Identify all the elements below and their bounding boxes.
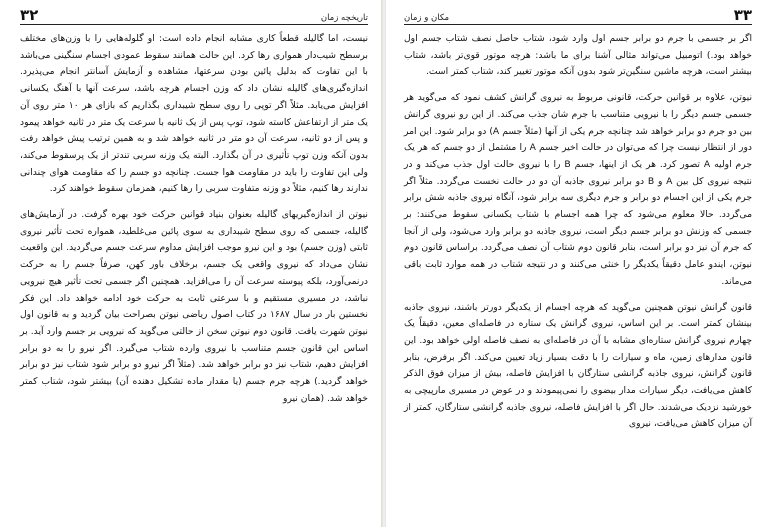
right-page-header [404,6,752,25]
left-paragraph-2: نیوتن از اندازه‌گیریهای گالیله بعنوان بنیاد قوانین حرکت خود بهره گرفت. در آزمایش‌های گالیله، جسمی که روی سطح شیبداری به سوی پائین می‌غلطید، همواره تحت تأثیر نیروی ثابتی (وزن جسم) بود و این نیرو موجب افزایش مداوم سرعت جسم می‌گردید. این واقعیت نشان می‌داد که نیروی واقعی یک جسم، برخلاف باور کهن، صرفاً جسم را به حرکت درنمی‌آورد، بلکه پیوسته سرعت آن را می‌افزاید. همچنین اگر جسمی تحت تأثیر هیچ نیرویی نباشد، در مسیری مستقیم و با سرعتی ثابت به حرکت خود ادامه خواهد داد. این فکر نخستین بار در سال ۱۶۸۷ در کتاب اصول ریاضی نیوتن بصراحت بیان گردید و به قانون اول نیوتن شهرت یافت. قانون دوم نیوتن سخن از حالتی می‌گوید که نیرویی بر جسم وارد آید. بر اساس این قانون جسم متناسب با نیروی وارده شتاب می‌گیرد. اگر نیرو را به دو برابر افزایش دهیم، شتاب نیز دو برابر خواهد شد. (مثلاً اگر نیرو دو برابر شود شتاب نیز دو برابر خواهد گردید.) هرچه جرم جسم (یا مقدار ماده تشکیل دهنده آن) بیشتر شود، شتاب کمتر خواهد شد. (همان نیرو [20,209,368,404]
right-page-number: ۳۳ [733,6,752,24]
right-paragraph-1: اگر بر جسمی با جرم دو برابر جسم اول وارد شود، شتاب حاصل نصف شتاب جسم اول خواهد بود.) اتومبیل می‌تواند مثالی آشنا برای ما باشد: هرچه موتور قوی‌تر باشد، شتاب بیشتر است، هرچه ماشین سنگین‌تر شود بدون آنکه موتور تغییر کند، شتاب کمتر است. [404,33,752,78]
left-page-body [20,31,368,407]
left-page-header [20,6,368,25]
right-paragraph-2: نیوتن، علاوه بر قوانین حرکت، قانونی مربوط به نیروی گرانش کشف نمود که می‌گوید هر جسمی جسم دیگر را با نیرویی متناسب با جرم شان جذب می‌کند. از این رو نیروی گرانش بین دو جرم دو برابر خواهد شد چنانچه جرم یکی از آنها (مثلاً جسم A) دو برابر شود. این امر دور از انتظار نیست چرا که می‌توان در حالت اخیر جسم A را مشتمل از دو جسم که هر یک جرم اولیه A تصور کرد. هر یک از اینها، جسم B را با نیروی حالت اول جذب می‌کند و در نتیجه نیروی کل بین A و B دو برابر نیروی جاذبه آن دو در حالت نخست می‌گردد. مثلاً اگر جرم یکی از این اجسام دو برابر و جرم دیگری سه برابر شود، آنگاه نیروی جاذبه شش برابر می‌گردد. حالا معلوم می‌شود که چرا همه اجسام با شتاب یکسانی سقوط می‌کنند: بر جسمی که وزنش دو برابر جسم دیگر است، نیروی جاذبه دو برابر وارد می‌شود، ولی از آنجا که جرم آن نیز دو برابر است، بنابر قانون دوم شتاب آن نصف می‌گردد. براساس قانون دوم نیوتن، ایندو عامل دقیقاً یکدیگر را خنثی می‌کنند و در نتیجه شتاب در همه موارد ثابت باقی می‌ماند. [404,92,752,287]
right-page-body [404,31,752,433]
right-running-head: مکان و زمان [404,13,450,23]
left-paragraph-1: نیست، اما گالیله قطعاً کاری مشابه انجام داده است: او گلوله‌هایی را با وزن‌های مختلف برسطح شیب‌دار همواری رها کرد. این حالت همانند سقوط عمودی اجسام سنگینی می‌باشد با این تفاوت که بدلیل پائین بودن سرعتها، مشاهده و آزمایش آسانتر انجام می‌پذیرد. اندازه‌گیری‌های گالیله نشان داد که وزن اجسام هرچه باشد، سرعت آنها با آهنگ یکسانی افزایش می‌یابد. مثلاً اگر توپی را روی سطح شیبداری بگذاریم که بازای هر ۱۰ متر روی آن یک متر از ارتفاعش کاسته شود، توپ پس از یک ثانیه با سرعت یک متر در ثانیه خواهد پیمود و پس از دو ثانیه، سرعت آن دو متر در ثانیه خواهد شد و به همین ترتیب پیش خواهد رفت بدون آنکه وزن توپ تأثیری در آن بگذارد. البته یک وزنه سربی تندتر از یک پرسقوط می‌کند، ولی این تفاوت را باید در مقاومت هوا جست. چنانچه دو جسم را که مقاومت هوای چندانی ندارند رها کنیم، مثلاً دو وزنه متفاوت سربی را رها کنیم، همزمان سقوط خواهند کرد. [20,33,368,195]
left-running-head: تاریخچه زمان [320,13,368,23]
left-page [0,0,382,527]
right-paragraph-3: قانون گرانش نیوتن همچنین می‌گوید که هرچه اجسام از یکدیگر دورتر باشند، نیروی جاذبه بینشان کمتر است. بر این اساس، نیروی گرانش یک ستاره در فاصله‌ای معین، دقیقاً یک چهارم نیروی گرانش ستاره‌ای مشابه با آن در فاصله‌ای به نصف فاصله اولی خواهد بود. این قانون مدارهای زمین، ماه و سیارات را با دقت بسیار زیاد تعیین می‌کند. اگر برفرض، بنابر قانون گرانش، نیروی جاذبه گرانشی ستارگان با افزایش فاصله، بیش از میزان فوق الذکر کاهش می‌یافت، دیگر سیارات مدار بیضوی را نمی‌پیمودند و در عوض در مسیری مارپیچی به خورشید نزدیک می‌شدند. حال اگر با افزایش فاصله، نیروی جاذبه گرانشی ستارگان، کمتر از آن میزان کاهش می‌یافت، نیروی [404,301,752,430]
left-page-number: ۳۲ [20,6,39,24]
right-page [386,0,768,527]
